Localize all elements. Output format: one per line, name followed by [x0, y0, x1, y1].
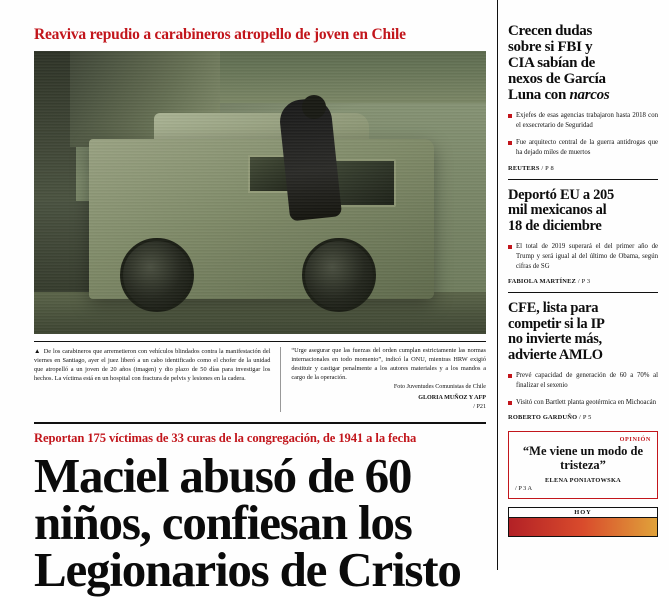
bullet-item	[508, 138, 658, 158]
byline-name: ROBERTO GARDUÑO	[508, 414, 578, 422]
right-story-3-byline	[508, 414, 658, 421]
hoy-label: HOY	[509, 508, 657, 518]
bullet-square-icon	[508, 245, 512, 249]
bullet-item	[508, 242, 658, 272]
main-column	[34, 0, 486, 597]
photo-caption-left	[34, 347, 281, 412]
top-kicker: Reaviva repudio a carabineros atropello de joven en Chile	[34, 26, 406, 43]
headline-line: sobre si FBI y	[508, 38, 593, 55]
bullet-square-icon	[508, 401, 512, 405]
caption-right-text: “Urge asegurar que las fuerzas del orden cumplan estrictamente las normas internacionales en todo momento”, indicó la ONU, mientras HRW exigió destituir y castigar penalmente a los autores materiales y a los mandos a cargo de la operación.	[291, 347, 486, 381]
caption-author-credit: GLORIA MUÑOZ Y AFP	[418, 395, 486, 402]
bullet-text: El total de 2019 superará el del primer año de Trump y será igual al del último de Obama, según cifras de SG	[516, 242, 658, 270]
main-photo	[34, 51, 486, 334]
right-story-1	[508, 24, 658, 172]
right-story-3-bullets	[508, 371, 658, 408]
bullet-item	[508, 398, 658, 408]
byline-page: / P 5	[579, 414, 592, 422]
opinion-label: OPINIÓN	[619, 436, 651, 444]
hoy-thumbnail	[509, 518, 657, 536]
headline-line: advierte AMLO	[508, 346, 603, 363]
photo-vehicle-wheel-rear	[302, 238, 376, 312]
headline-line: Crecen dudas	[508, 23, 593, 39]
opinion-title: “Me viene un modo de tristeza”	[522, 444, 644, 472]
bullet-text: Prevé capacidad de generación de 60 a 70% al finalizar el sexenio	[516, 371, 658, 389]
photo-person-head	[302, 95, 326, 119]
bullet-item	[508, 371, 658, 391]
opinion-box[interactable]	[508, 431, 658, 499]
right-story-1-headline	[508, 24, 658, 103]
right-divider-1	[508, 179, 658, 180]
byline-page: / P 8	[541, 164, 554, 172]
bullet-text: Fue arquitecto central de la guerra antidrogas que ha dejado miles de muertos	[516, 139, 658, 156]
caption-left-text: De los carabineros que arremetieron con vehículos blindados contra la manifestación del viernes en Santiago, ayer el juez liberó a un cabo identificado como el chofer de la unidad que atropelló a un joven de 20 años (imagen) y dio plazo de 50 días para investigar los hechos. La víctima está en un hospital con fractura de pelvis y lesiones en la cadera.	[34, 348, 271, 382]
caption-arrow-icon: ▲	[34, 348, 41, 356]
bullet-square-icon	[508, 374, 512, 378]
opinion-author: ELENA PONIATOWSKA	[544, 477, 622, 485]
headline-line: no invierte más,	[508, 331, 602, 348]
section-divider	[34, 422, 486, 424]
right-story-3-headline	[508, 301, 658, 362]
right-story-2-headline	[508, 188, 658, 234]
headline-line: competir si la IP	[508, 315, 605, 332]
headline-line: mil mexicanos al	[508, 202, 607, 219]
caption-page-ref: / P21	[473, 404, 486, 411]
right-story-2-bullets	[508, 242, 658, 272]
right-divider-2	[508, 292, 658, 293]
caption-photo-credit: Foto Juventudes Comunistas de Chile	[393, 383, 486, 390]
headline-line: Luna con	[508, 86, 570, 103]
headline-line: CIA sabían de	[508, 54, 595, 71]
hoy-box[interactable]	[508, 507, 658, 537]
photo-vehicle-window-rear	[334, 159, 396, 207]
right-column	[497, 0, 658, 570]
page-headline: Maciel abusó de 60 niños, confiesan los Legionarios de Cristo	[34, 447, 461, 597]
headline-line-italic: narcos	[569, 86, 610, 103]
byline-name: FABIOLA MARTÍNEZ	[508, 278, 577, 286]
right-story-1-byline	[508, 165, 658, 172]
photo-caption-right	[281, 347, 486, 412]
right-story-1-bullets	[508, 111, 658, 157]
bullet-text: Exjefes de esas agencias trabajaron hasta 2018 con el exsecretario de Seguridad	[516, 112, 658, 130]
byline-name: REUTERS	[508, 164, 540, 172]
photo-caption-row	[34, 341, 486, 412]
bullet-text: Visitó con Bartlett planta geotérmica en Michoacán	[516, 398, 657, 406]
photo-vehicle-wheel-front	[120, 238, 194, 312]
right-story-3	[508, 301, 658, 421]
headline-line: 18 de diciembre	[508, 217, 602, 234]
byline-page: / P 3	[577, 278, 591, 286]
right-story-2-byline	[508, 278, 658, 285]
headline-line: Deportó EU a 205	[508, 186, 614, 203]
opinion-page: / P 3 A	[515, 485, 533, 493]
bullet-square-icon	[508, 114, 512, 118]
right-story-2	[508, 188, 658, 286]
bullet-square-icon	[508, 141, 512, 145]
bullet-item	[508, 111, 658, 131]
second-kicker: Reportan 175 víctimas de 33 curas de la congregación, de 1941 a la fecha	[34, 430, 417, 445]
headline-line: CFE, lista para	[508, 300, 599, 317]
headline-line: nexos de García	[508, 70, 606, 87]
